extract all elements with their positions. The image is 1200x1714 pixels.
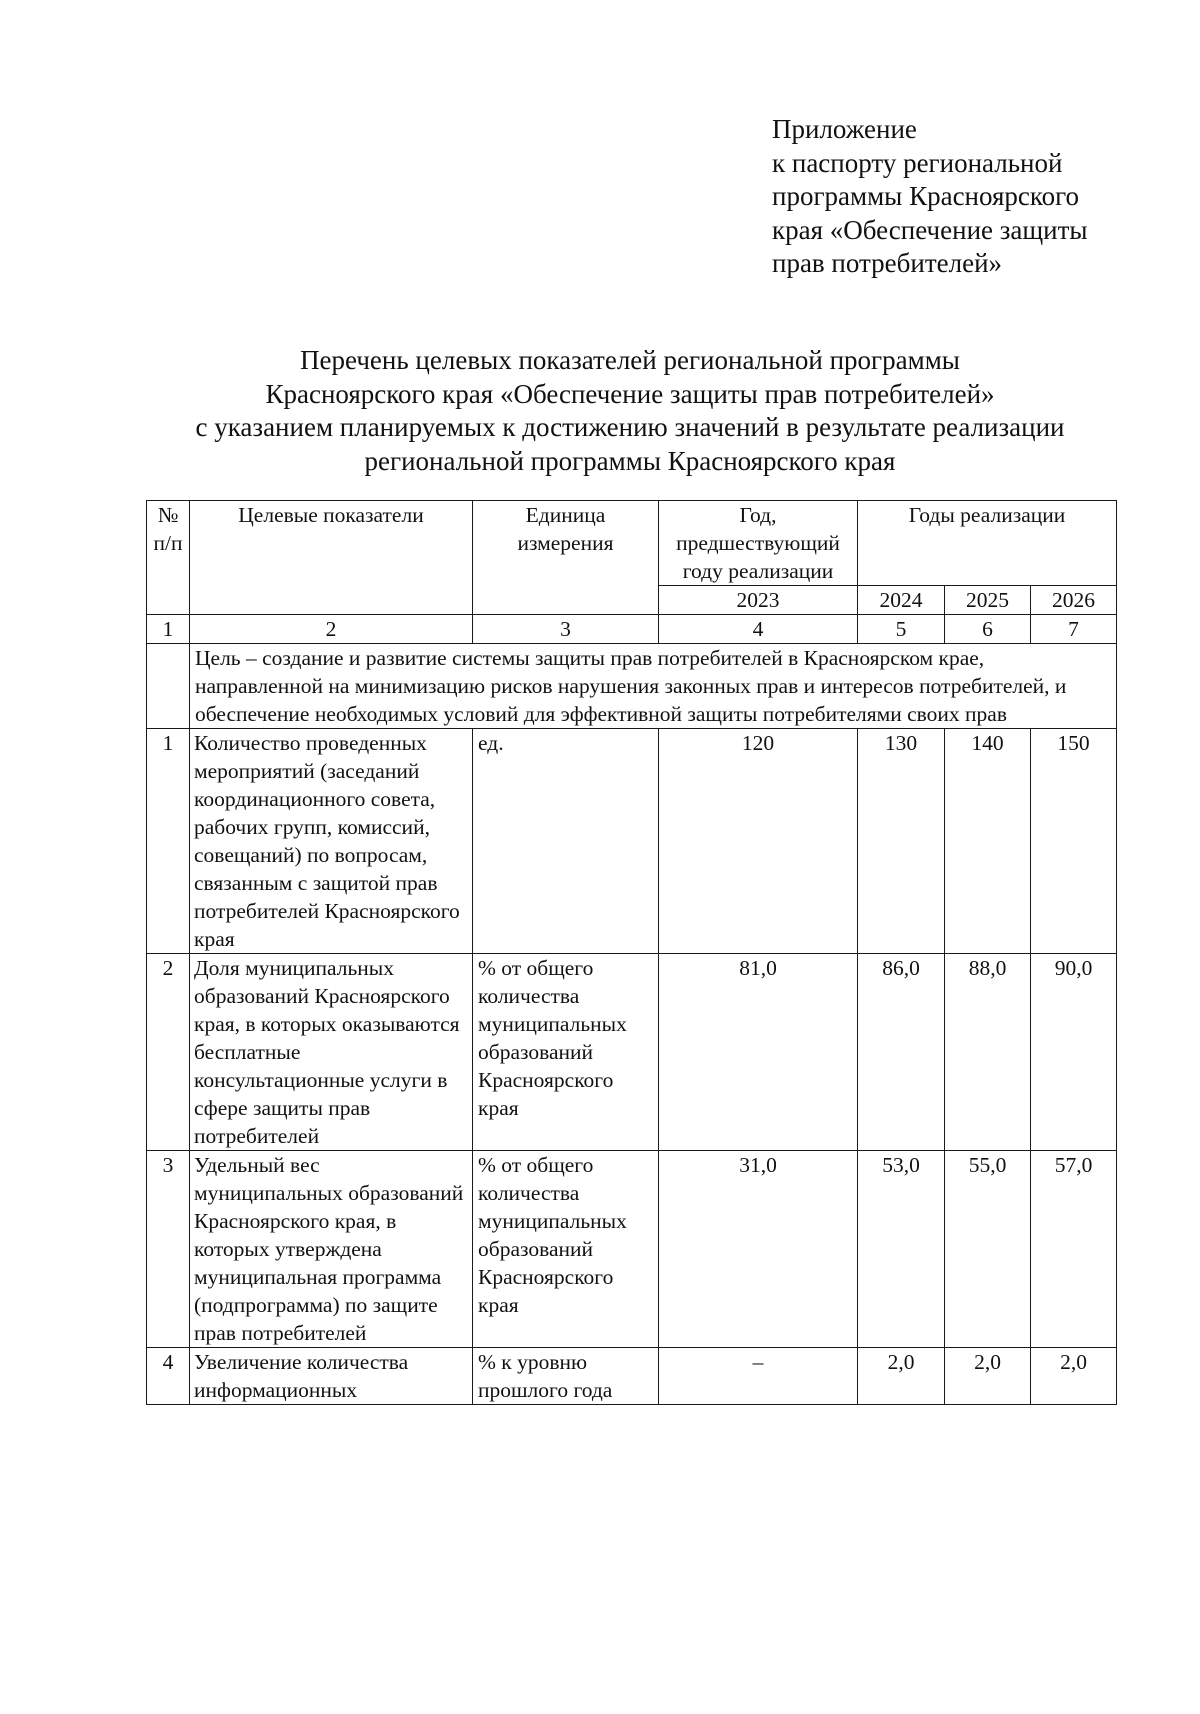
row-value-2026: 2,0 <box>1031 1348 1117 1405</box>
row-num: 2 <box>147 954 190 1151</box>
table-row <box>147 729 1117 954</box>
row-value-2026: 90,0 <box>1031 954 1117 1151</box>
header-year-2025: 2025 <box>945 586 1031 615</box>
row-value-2024: 2,0 <box>858 1348 945 1405</box>
row-num: 4 <box>147 1348 190 1405</box>
row-value-2026: 150 <box>1031 729 1117 954</box>
col-number: 5 <box>858 615 945 644</box>
indicators-table <box>146 500 1117 1405</box>
row-indicator: Увеличение количества информационных <box>190 1348 473 1405</box>
header-prev-year: Год, предшествующий году реализации <box>659 501 858 586</box>
row-unit: % от общего количества муниципальных образований Красноярского края <box>473 1151 659 1348</box>
row-value-2024: 86,0 <box>858 954 945 1151</box>
goal-num-cell <box>147 644 190 729</box>
title-line: с указанием планируемых к достижению значений в результате реализации <box>195 412 1065 442</box>
row-num: 3 <box>147 1151 190 1348</box>
header-impl-years: Годы реализации <box>858 501 1117 586</box>
col-number: 7 <box>1031 615 1117 644</box>
document-title <box>130 344 1130 478</box>
title-line: Перечень целевых показателей региональной программы <box>300 345 960 375</box>
row-value-2023: 81,0 <box>659 954 858 1151</box>
appendix-line: программы Красноярского <box>772 181 1080 211</box>
col-number: 2 <box>190 615 473 644</box>
row-value-2026: 57,0 <box>1031 1151 1117 1348</box>
table-row <box>147 954 1117 1151</box>
title-line: Красноярского края «Обеспечение защиты прав потребителей» <box>265 378 995 409</box>
col-number: 3 <box>473 615 659 644</box>
goal-text: Цель – создание и развитие системы защиты прав потребителей в Красноярском крае, направленной на минимизацию рисков нарушения законных прав и интересов потребителей, и обеспечение необходимых условий для эффективной защиты потребителями своих прав <box>190 644 1117 729</box>
row-unit: % от общего количества муниципальных образований Красноярского края <box>473 954 659 1151</box>
row-value-2023: – <box>659 1348 858 1405</box>
row-value-2025: 140 <box>945 729 1031 954</box>
header-year-2026: 2026 <box>1031 586 1117 615</box>
row-unit: % к уровню прошлого года <box>473 1348 659 1405</box>
appendix-block <box>772 113 1088 281</box>
header-year-2024: 2024 <box>858 586 945 615</box>
header-row <box>147 501 1117 586</box>
row-indicator: Доля муниципальных образований Красноярского края, в которых оказываются бесплатные консультационные услуги в сфере защиты прав потребителей <box>190 954 473 1151</box>
header-num: № п/п <box>147 501 190 615</box>
col-number: 6 <box>945 615 1031 644</box>
row-value-2024: 130 <box>858 729 945 954</box>
header-unit: Единица измерения <box>473 501 659 615</box>
appendix-line: края «Обеспечение защиты <box>772 214 1088 245</box>
col-number: 4 <box>659 615 858 644</box>
title-line: региональной программы Красноярского края <box>364 445 896 476</box>
row-indicator: Удельный вес муниципальных образований Красноярского края, в которых утверждена муниципальная программа (подпрограмма) по защите прав потребителей <box>190 1151 473 1348</box>
appendix-line: Приложение <box>772 114 917 144</box>
row-value-2023: 31,0 <box>659 1151 858 1348</box>
row-value-2025: 88,0 <box>945 954 1031 1151</box>
row-indicator: Количество проведенных мероприятий (заседаний координационного совета, рабочих групп, комиссий, совещаний) по вопросам, связанным с защитой прав потребителей Красноярского края <box>190 729 473 954</box>
goal-row <box>147 644 1117 729</box>
row-num: 1 <box>147 729 190 954</box>
col-number: 1 <box>147 615 190 644</box>
row-value-2025: 55,0 <box>945 1151 1031 1348</box>
header-year-2023: 2023 <box>659 586 858 615</box>
header-indicators: Целевые показатели <box>190 501 473 615</box>
table-row <box>147 1348 1117 1405</box>
row-value-2023: 120 <box>659 729 858 954</box>
row-value-2024: 53,0 <box>858 1151 945 1348</box>
row-value-2025: 2,0 <box>945 1348 1031 1405</box>
row-unit: ед. <box>473 729 659 954</box>
table-row <box>147 1151 1117 1348</box>
appendix-line: прав потребителей» <box>772 248 1003 278</box>
column-number-row <box>147 615 1117 644</box>
appendix-line: к паспорту региональной <box>772 147 1063 178</box>
